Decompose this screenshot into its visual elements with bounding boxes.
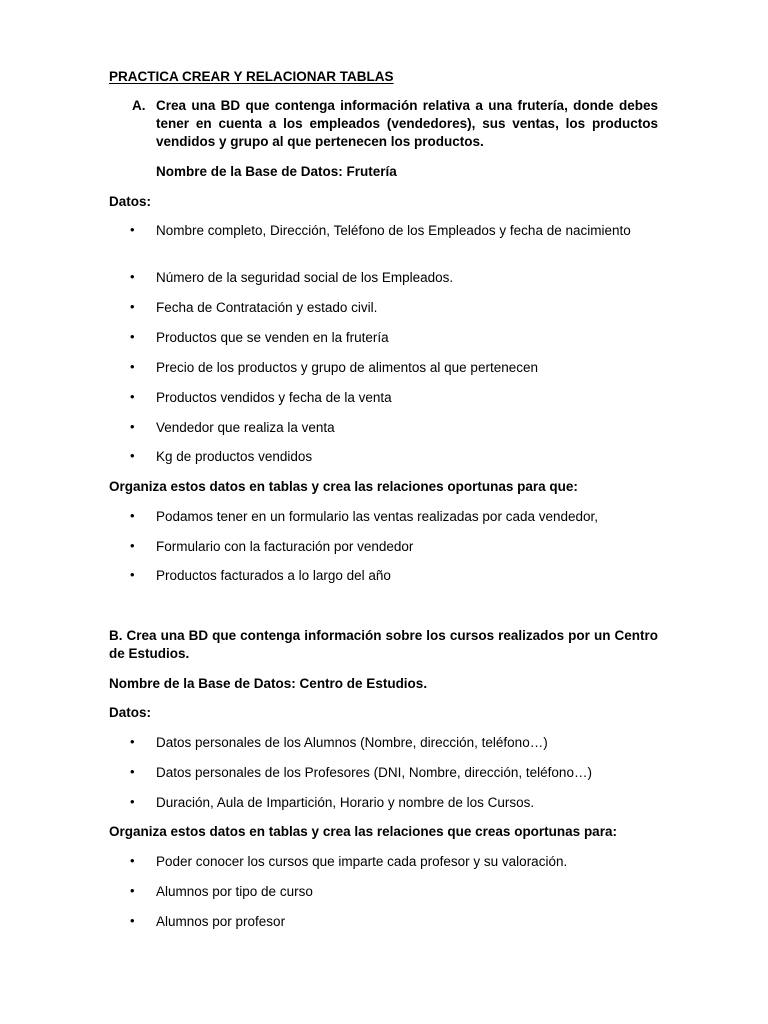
list-item-text: Datos personales de los Alumnos (Nombre, dirección, teléfono…) [156,735,548,750]
bullet-icon: • [130,508,135,523]
list-item-text: Kg de productos vendidos [156,449,313,464]
bullet-icon: • [130,794,135,809]
bullet-icon: • [130,222,135,237]
list-item-text: Nombre completo, Dirección, Teléfono de los Empleados y fecha de nacimiento [156,223,631,238]
bullet-icon: • [130,359,135,374]
section-a-db-name: Nombre de la Base de Datos: Frutería [156,164,397,179]
bullet-icon: • [130,913,135,928]
document-title: PRACTICA CREAR Y RELACIONAR TABLAS [109,69,394,84]
section-a-marker: A. [132,98,146,113]
list-item-text: Alumnos por tipo de curso [156,884,313,899]
section-b-intro: B. Crea una BD que contenga información sobre los cursos realizados por un Centro de Estudios. [109,628,658,661]
bullet-icon: • [130,567,135,582]
list-item-text: Precio de los productos y grupo de alimentos al que pertenecen [156,360,538,375]
list-item-text: Duración, Aula de Impartición, Horario y nombre de los Cursos. [156,795,535,810]
list-item-text: Alumnos por profesor [156,914,286,929]
bullet-icon: • [130,448,135,463]
bullet-icon: • [130,419,135,434]
list-item-text: Vendedor que realiza la venta [156,420,335,435]
section-a-datos-label: Datos: [109,194,152,209]
list-item-text: Productos facturados a lo largo del año [156,568,391,583]
bullet-icon: • [130,389,135,404]
list-item-text: Poder conocer los cursos que imparte cada profesor y su valoración. [156,854,568,869]
list-item-text: Formulario con la facturación por vendedor [156,539,414,554]
list-item-text: Productos que se venden en la frutería [156,330,389,345]
bullet-icon: • [130,269,135,284]
bullet-icon: • [130,853,135,868]
bullet-icon: • [130,299,135,314]
list-item-text: Número de la seguridad social de los Empleados. [156,270,454,285]
list-item-text: Fecha de Contratación y estado civil. [156,300,378,315]
section-a-intro: Crea una BD que contenga información relativa a una frutería, donde debes tener en cuenta a los empleados (vendedores), sus ventas, los productos vendidos y grupo al que pertenecen los productos. [156,98,658,149]
section-b-organiza: Organiza estos datos en tablas y crea las relaciones que creas oportunas para: [109,824,617,839]
section-b-db-name: Nombre de la Base de Datos: Centro de Estudios. [109,676,428,691]
list-item-text: Datos personales de los Profesores (DNI, Nombre, dirección, teléfono…) [156,765,592,780]
bullet-icon: • [130,329,135,344]
section-b-datos-label: Datos: [109,705,152,720]
bullet-icon: • [130,734,135,749]
section-a-organiza: Organiza estos datos en tablas y crea las relaciones oportunas para que: [109,479,578,494]
bullet-icon: • [130,883,135,898]
list-item-text: Podamos tener en un formulario las ventas realizadas por cada vendedor, [156,509,599,524]
bullet-icon: • [130,538,135,553]
bullet-icon: • [130,764,135,779]
list-item-text: Productos vendidos y fecha de la venta [156,390,392,405]
